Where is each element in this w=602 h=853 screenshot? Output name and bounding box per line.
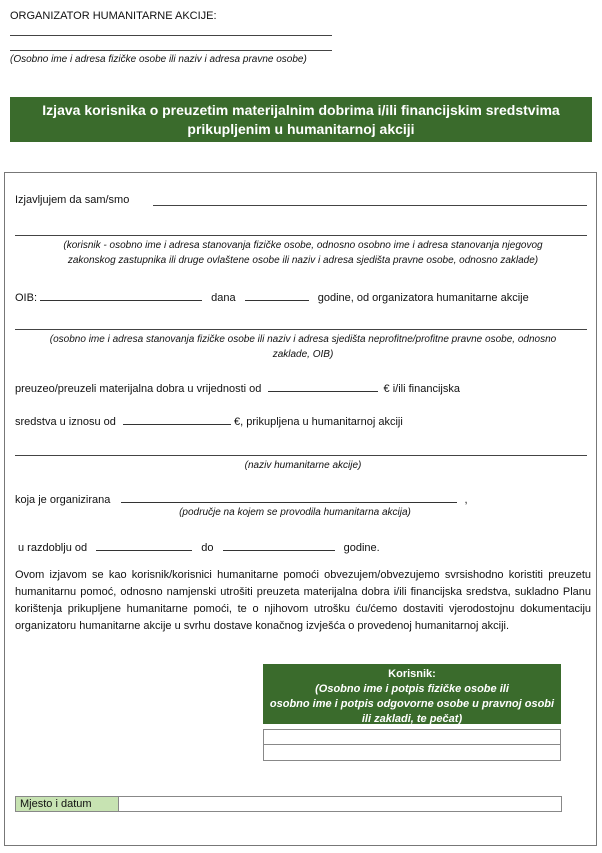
declare-note — [15, 238, 591, 268]
organizer-detail-note — [15, 332, 591, 362]
organizer-label: ORGANIZATOR HUMANITARNE AKCIJE: — [10, 10, 217, 22]
commitment-paragraph: Ovom izjavom se kao korisnik/korisnici humanitarne pomoći obvezujem/obvezujemo svrsishodno koristiti preuzetu humanitarnu pomoć, odnosno namjenski utrošiti preuzeta materijalna dobra i/ili financijska sredstva, sukladno Planu korištenja prikupljene humanitarne pomoći, te o njihovom utrošku ću/ćemo dostaviti vjerodostojnu dokumentaciju organizatoru humanitarne akcije u svrhu dostave konačnog izvješća o provedenoj humanitarnoj akciji. — [15, 569, 591, 632]
signature-line-1: (Osobno ime i potpis fizičke osobe ili — [315, 683, 509, 695]
dana-label: dana — [211, 292, 236, 304]
area-field[interactable] — [121, 490, 457, 503]
title-line-2: prikupljenim u humanitarnoj akciji — [187, 120, 415, 137]
goods-value-row — [15, 379, 460, 395]
euro-label-1: € i/ili financijska — [383, 383, 460, 395]
document-title — [10, 97, 592, 142]
period-label: u razdoblju od — [18, 542, 88, 554]
period-from-field[interactable] — [96, 538, 192, 551]
place-date-field[interactable] — [119, 796, 562, 812]
declare-label: Izjavljujem da sam/smo — [15, 194, 130, 206]
goods-value-field[interactable] — [268, 379, 378, 392]
euro-label-2: €, prikupljena u humanitarnoj akciji — [234, 416, 403, 428]
period-row — [18, 538, 380, 554]
signature-line-3: ili zakladi, te pečat) — [361, 713, 463, 725]
funds-row — [15, 412, 403, 428]
action-name-field[interactable] — [15, 455, 587, 456]
koja-label: koja je organizirana — [15, 494, 111, 506]
organizer-note-line-2: zaklade, OIB) — [272, 349, 334, 360]
sredstva-label: sredstva u iznosu od — [15, 416, 116, 428]
signature-field-2[interactable] — [263, 745, 561, 761]
signature-field-1[interactable] — [263, 729, 561, 745]
declare-field-2[interactable] — [15, 235, 587, 236]
organized-row — [15, 490, 468, 506]
oib-field[interactable] — [40, 288, 202, 301]
organizer-line-1[interactable] — [10, 35, 332, 36]
signature-box — [263, 664, 561, 761]
organizer-note-line-1: (osobno ime i adresa stanovanja fizičke osobe ili naziv i adresa sjedišta neprofitne/profitne pravne osobe, odnosno — [49, 334, 557, 345]
funds-amount-field[interactable] — [123, 412, 231, 425]
declare-note-line-1: (korisnik - osobno ime i adresa stanovanja fizičke osobe, odnosno osobno ime i adresa stanovanja njegovog — [63, 240, 543, 251]
declare-row — [15, 194, 129, 206]
preuzeo-label: preuzeo/preuzeli materijalna dobra u vrijednosti od — [15, 383, 262, 395]
do-label: do — [201, 542, 214, 554]
declare-field[interactable] — [153, 205, 587, 206]
signature-line-2: osobno ime i potpis odgovorne osobe u pravnoj osobi — [269, 698, 555, 710]
organizer-line-2[interactable] — [10, 50, 332, 51]
signature-header — [263, 664, 561, 724]
oib-row — [15, 288, 529, 304]
godine2-label: godine. — [343, 542, 380, 554]
date-field[interactable] — [245, 288, 309, 301]
organizer-field[interactable] — [15, 329, 587, 330]
declare-note-line-2: zakonskog zastupnika ili druge ovlaštene osobe ili naziv i adresa sjedišta pravne osobe, odnosno zaklade) — [67, 255, 539, 266]
godine-label: godine, od organizatora humanitarne akcije — [317, 292, 529, 304]
period-to-field[interactable] — [223, 538, 335, 551]
title-line-1: Izjava korisnika o preuzetim materijalnim dobrima i/ili financijskim sredstvima — [42, 101, 560, 118]
signature-title: Korisnik: — [388, 668, 436, 680]
comma: , — [464, 494, 468, 506]
action-note: (naziv humanitarne akcije) — [244, 460, 362, 471]
organizer-note: (Osobno ime i adresa fizičke osobe ili naziv i adresa pravne osobe) — [10, 54, 307, 65]
area-note: (područje na kojem se provodila humanitarna akcija) — [179, 507, 411, 518]
place-date-label: Mjesto i datum — [15, 796, 119, 812]
oib-label: OIB: — [15, 292, 38, 304]
